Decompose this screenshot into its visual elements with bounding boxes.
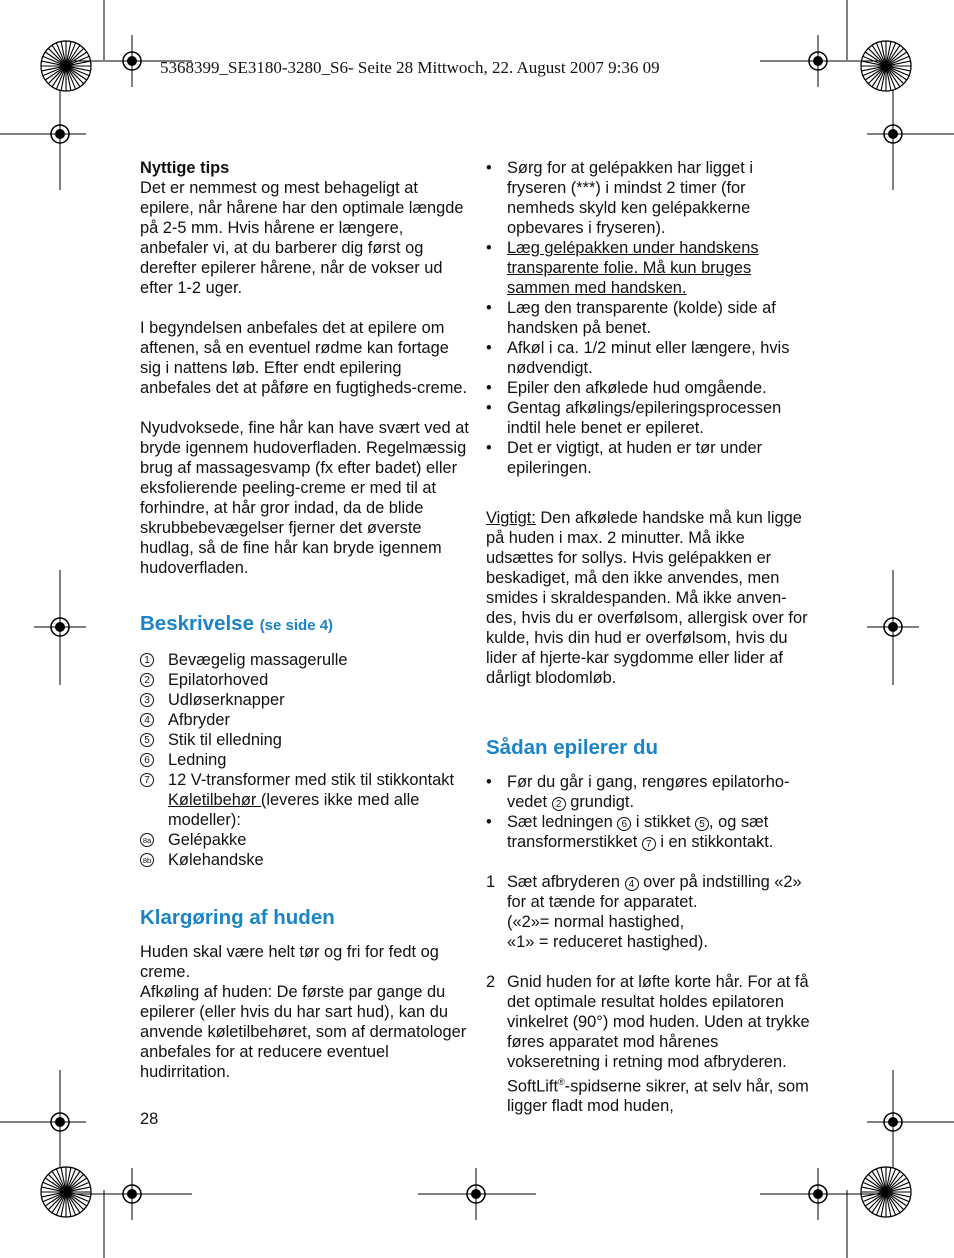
description-heading — [140, 610, 470, 640]
prep-heading: Klargøring af huden — [140, 906, 335, 929]
bullet-text: Læg den transparente (kolde) side af handsken på benet. — [507, 299, 776, 337]
part-number: 2 — [552, 797, 566, 811]
part-label: Gelépakke — [168, 831, 247, 849]
bullet-text: i stikket — [631, 813, 696, 831]
list-item — [140, 710, 470, 730]
bullet-text: Sørg for at gelépakken har ligget i fryseren (***) i mindst 2 timer (for nemheds skyld ken gelépakkerne opbevares i fryseren). — [507, 159, 753, 237]
list-item — [140, 670, 470, 690]
part-label: Bevægelig massagerulle — [168, 651, 348, 669]
part-number: 5 — [695, 817, 709, 831]
tips-paragraph-3: Nyudvoksede, fine hår kan have svært ved at bryde igennem hudoverfladen. Regelmæssig brug af massagesvamp (fx efter badet) eller eksfolierende peeling-creme er med til at forhindre, at hår gror indad, da de blide skrubbebevægelser fjerner det øverste hudlag, så de fine hår kan bryde igennem hudoverfladen. — [140, 419, 469, 577]
prep-paragraph-1: Huden skal være helt tør og fri for fedt og creme. — [140, 943, 439, 981]
part-label: Epilatorhoved — [168, 671, 269, 689]
part-label: Stik til elledning — [168, 731, 282, 749]
step-text: Sæt afbryderen — [507, 873, 625, 891]
part-number: 5 — [140, 733, 154, 747]
part-number: 6 — [140, 753, 154, 767]
bullet-text: Det er vigtigt, at huden er tør under epileringen. — [507, 439, 763, 477]
step-item — [486, 972, 814, 1116]
list-item — [140, 650, 470, 670]
parts-list — [140, 650, 470, 870]
accessory-note-text: (leveres ikke med alle modeller): — [168, 791, 420, 829]
step-item — [486, 872, 814, 952]
right-column — [486, 158, 814, 1136]
prep-paragraph-2: Afkøling af huden: De første par gange du epilerer (eller hvis du har sart hud), kan du anvende køletilbehøret, som af dermatologer anbefales for at reducere eventuel hudirritation. — [140, 983, 467, 1081]
list-item — [140, 750, 470, 770]
part-label: Ledning — [168, 751, 227, 769]
part-label: Kølehandske — [168, 851, 264, 869]
tips-paragraph-1: Det er nemmest og mest behageligt at epilere, når hårene har den optimale længde på 2-5 mm. Hvis hårene er længere, anbefaler vi, at du barberer dig først og derefter epilerer hårene, når de vokser ud efter 1-2 uger. — [140, 179, 464, 297]
bullet-text: Sæt ledningen — [507, 813, 618, 831]
list-item — [486, 338, 814, 378]
list-item — [486, 812, 814, 852]
part-number: 7 — [642, 837, 656, 851]
bullet-text: Afkøl i ca. 1/2 minut eller længere, hvis nødvendigt. — [507, 339, 790, 377]
bullet-text: Epiler den afkølede hud omgående. — [507, 379, 767, 397]
step-number: 1 — [486, 873, 496, 891]
important-text: Den afkølede handske må kun ligge på huden i max. 2 minutter. Må ikke udsættes for sollys. Hvis gelépakken er beskadiget, må den ikke anvendes, men smides i skraldespanden. Må ikke anven-des, hvis du er overfølsom, allergisk over for kulde, hvis din hud er overfølsom, hvis du lider af hjerte-kar sygdomme eller lider af dårligt blodomløb. — [486, 509, 808, 687]
part-label: Udløserknapper — [168, 691, 285, 709]
list-item — [140, 690, 470, 710]
list-item — [486, 238, 814, 298]
part-number: 4 — [625, 877, 639, 891]
list-item — [486, 398, 814, 438]
list-item — [486, 772, 814, 812]
epilation-heading: Sådan epilerer du — [486, 736, 659, 759]
list-item — [140, 850, 470, 870]
epilation-bullets — [486, 772, 814, 852]
part-number: 3 — [140, 693, 154, 707]
list-item — [140, 830, 470, 850]
step-text: «1» = reduceret hastighed). — [507, 933, 708, 951]
part-label: Afbryder — [168, 711, 230, 729]
part-number: 4 — [140, 713, 154, 727]
step-text: Gnid huden for at løfte korte hår. For at få det optimale resultat holdes epilatoren vinkelret (90°) mod huden. Uden at trykke føres apparatet mod hårenes vokseretning i retning mod afbryderen. SoftLift — [507, 973, 810, 1096]
bullet-text: Læg gelépakken under handskens transparente folie. Må kun bruges sammen med handsken. — [507, 239, 759, 297]
part-number: 8b — [140, 853, 154, 867]
important-notice — [486, 508, 814, 688]
part-number: 6 — [617, 817, 631, 831]
important-label: Vigtigt: — [486, 509, 536, 527]
page-number: 28 — [140, 1110, 159, 1128]
print-slug: 5368399_SE3180-3280_S6- Seite 28 Mittwoch, 22. August 2007 9:36 09 — [160, 58, 660, 77]
list-item — [486, 438, 814, 478]
list-item — [140, 770, 470, 790]
bullet-text: i en stikkontakt. — [655, 833, 774, 851]
step-text: («2»= normal hastighed, — [507, 913, 685, 931]
part-number: 8a — [140, 833, 154, 847]
part-number: 7 — [140, 773, 154, 787]
epilation-steps — [486, 872, 814, 1116]
left-column — [140, 158, 470, 1082]
part-label: 12 V-transformer med stik til stikkontakt — [168, 771, 455, 789]
list-item — [486, 378, 814, 398]
bullet-text: Gentag afkølings/epileringsprocessen indtil hele benet er epileret. — [507, 399, 782, 437]
bullet-text: grundigt. — [565, 793, 634, 811]
list-item — [486, 158, 814, 238]
list-item — [140, 730, 470, 750]
registered-mark: ® — [558, 1077, 565, 1087]
part-number: 1 — [140, 653, 154, 667]
bullet-text: Før du går i gang, rengøres epilatorho-vedet — [507, 773, 790, 811]
tips-paragraph-2: I begyndelsen anbefales det at epilere om aftenen, så en eventuel rødme kan fortage sig i nattens løb. Efter endt epilering anbefales det at påføre en fugtigheds-creme. — [140, 319, 468, 397]
bullet-text: , og sæt transformerstikket — [507, 813, 769, 851]
list-item — [486, 298, 814, 338]
part-number: 2 — [140, 673, 154, 687]
accessory-note — [140, 790, 470, 830]
tips-heading: Nyttige tips — [140, 159, 230, 177]
step-text: over på indstilling «2» for at tænde for apparatet. — [507, 873, 802, 911]
description-heading-ref: (se side 4) — [259, 617, 334, 634]
description-heading-text: Beskrivelse — [140, 612, 254, 635]
step-text: -spidserne sikrer, at selv hår, som ligger fladt mod huden, — [507, 1077, 809, 1116]
cooling-bullets — [486, 158, 814, 478]
accessory-label: Køletilbehør — [168, 791, 261, 809]
step-number: 2 — [486, 973, 496, 991]
